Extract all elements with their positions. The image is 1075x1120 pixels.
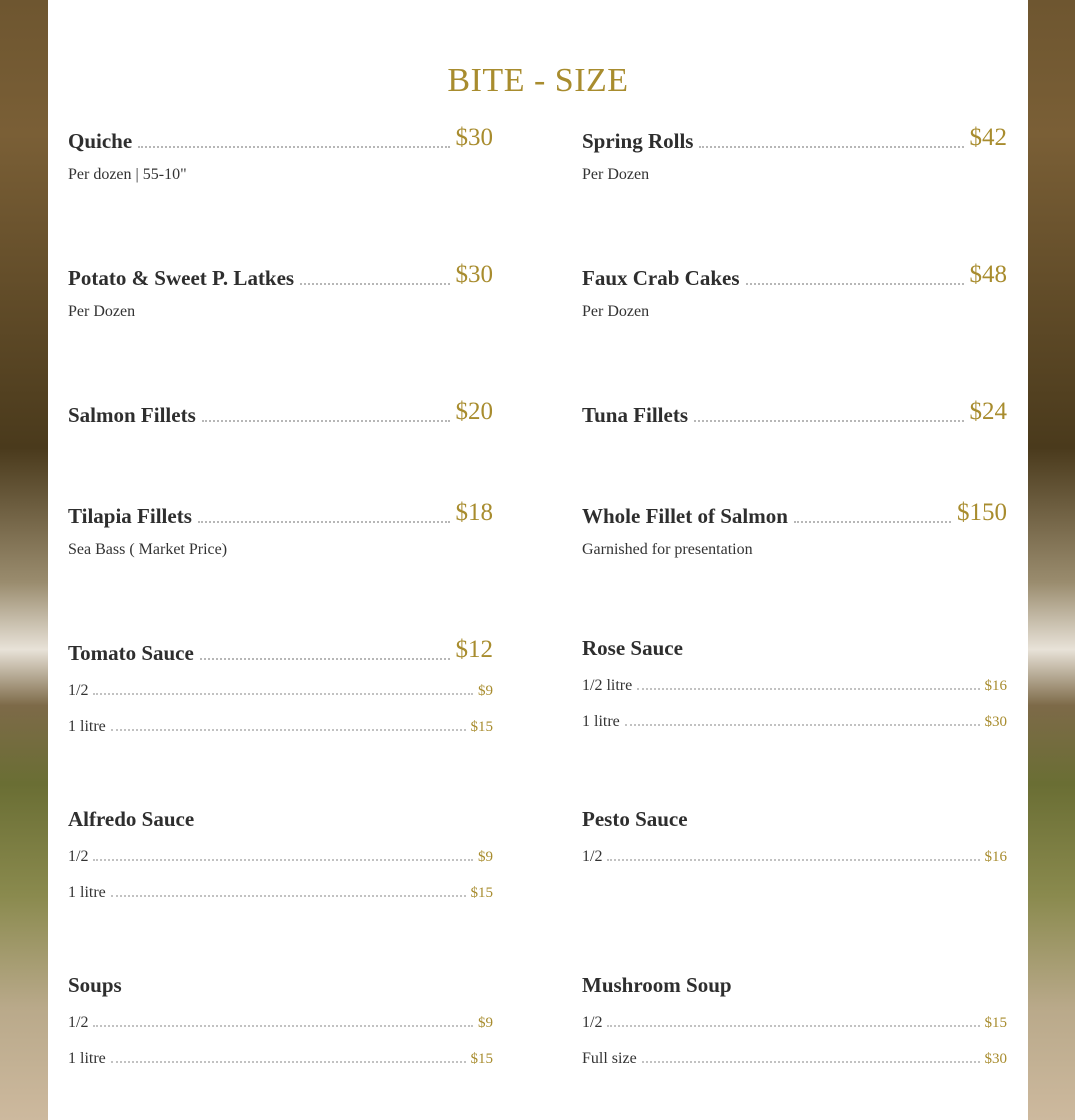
- size-label: Full size: [582, 1050, 637, 1067]
- dot-leader: [607, 859, 979, 861]
- size-price: $9: [478, 1015, 493, 1031]
- dot-leader: [93, 693, 473, 695]
- dot-leader: [625, 724, 980, 726]
- size-price: $9: [478, 849, 493, 865]
- item-price: $20: [455, 398, 493, 425]
- size-row: [582, 844, 1007, 866]
- item-header: [582, 798, 1007, 832]
- item-description: Sea Bass ( Market Price): [68, 541, 228, 558]
- dot-leader: [637, 688, 979, 690]
- item-header: [68, 632, 493, 666]
- size-price: $15: [470, 1051, 493, 1067]
- item-price: $48: [969, 261, 1007, 288]
- menu-title: BITE - SIZE: [447, 62, 629, 99]
- dot-leader: [93, 859, 473, 861]
- size-price: $30: [984, 714, 1007, 730]
- item-name: Tuna Fillets: [582, 403, 689, 427]
- dot-leader: [642, 1061, 980, 1063]
- item-name: Mushroom Soup: [582, 973, 732, 997]
- item-price: $12: [455, 636, 493, 663]
- dot-leader: [198, 521, 450, 523]
- dot-leader: [607, 1025, 979, 1027]
- menu-item-latkes: [68, 257, 493, 321]
- item-price: $30: [455, 261, 493, 288]
- item-price: $150: [957, 499, 1007, 526]
- item-name: Spring Rolls: [582, 129, 694, 153]
- menu-item-whole-fillet-salmon: [582, 495, 1007, 559]
- item-price: $42: [969, 124, 1007, 151]
- menu-item-rose-sauce: [582, 627, 1007, 731]
- menu-item-quiche: [68, 120, 493, 184]
- dot-leader: [202, 420, 450, 422]
- item-name: Tomato Sauce: [68, 641, 194, 665]
- item-name: Whole Fillet of Salmon: [582, 504, 788, 528]
- menu-item-faux-crab-cakes: [582, 257, 1007, 321]
- menu-item-tuna-fillets: [582, 394, 1007, 428]
- size-label: 1/2: [68, 1014, 89, 1031]
- size-label: 1/2: [582, 848, 603, 865]
- item-name: Quiche: [68, 129, 133, 153]
- item-header: [68, 257, 493, 291]
- size-row: [68, 1010, 493, 1032]
- dot-leader: [746, 283, 964, 285]
- item-header: [582, 120, 1007, 154]
- size-price: $15: [984, 1015, 1007, 1031]
- size-price: $16: [984, 678, 1007, 694]
- size-price: $16: [984, 849, 1007, 865]
- dot-leader: [699, 146, 963, 148]
- item-price: $24: [969, 398, 1007, 425]
- item-header: [582, 257, 1007, 291]
- size-row: [582, 709, 1007, 731]
- dot-leader: [138, 146, 449, 148]
- size-label: 1 litre: [68, 718, 106, 735]
- item-name: Alfredo Sauce: [68, 807, 195, 831]
- size-row: [582, 1010, 1007, 1032]
- dot-leader: [111, 895, 466, 897]
- size-price: $15: [470, 719, 493, 735]
- menu-item-soups: [68, 964, 493, 1068]
- item-name: Faux Crab Cakes: [582, 266, 740, 290]
- item-description: Per Dozen: [68, 303, 136, 320]
- item-header: [582, 495, 1007, 529]
- size-row: [68, 678, 493, 700]
- size-row: [582, 1046, 1007, 1068]
- item-description: Per dozen | 55-10": [68, 166, 187, 183]
- menu-item-spring-rolls: [582, 120, 1007, 184]
- menu-item-mushroom-soup: [582, 964, 1007, 1068]
- size-label: 1 litre: [582, 713, 620, 730]
- menu-item-salmon-fillets: [68, 394, 493, 428]
- menu-item-pesto-sauce: [582, 798, 1007, 866]
- menu-page: [48, 0, 1028, 1120]
- size-label: 1/2: [68, 848, 89, 865]
- item-header: [68, 495, 493, 529]
- dot-leader: [111, 1061, 466, 1063]
- item-name: Rose Sauce: [582, 636, 683, 660]
- size-price: $9: [478, 683, 493, 699]
- item-description: Per Dozen: [582, 303, 650, 320]
- item-name: Tilapia Fillets: [68, 504, 192, 528]
- item-name: Soups: [68, 973, 122, 997]
- dot-leader: [694, 420, 963, 422]
- item-header: [68, 120, 493, 154]
- size-label: 1/2 litre: [582, 677, 633, 694]
- menu-item-tilapia-fillets: [68, 495, 493, 559]
- size-price: $30: [984, 1051, 1007, 1067]
- size-label: 1/2: [582, 1014, 603, 1031]
- item-header: [68, 394, 493, 428]
- dot-leader: [200, 658, 450, 660]
- dot-leader: [111, 729, 466, 731]
- size-row: [582, 673, 1007, 695]
- item-header: [582, 394, 1007, 428]
- menu-item-tomato-sauce: [68, 632, 493, 736]
- size-row: [68, 714, 493, 736]
- size-row: [68, 880, 493, 902]
- item-price: $30: [455, 124, 493, 151]
- item-name: Potato & Sweet P. Latkes: [68, 266, 295, 290]
- item-header: [582, 964, 1007, 998]
- item-header: [68, 964, 493, 998]
- size-label: 1 litre: [68, 1050, 106, 1067]
- size-label: 1 litre: [68, 884, 106, 901]
- menu-item-alfredo-sauce: [68, 798, 493, 902]
- item-description: Per Dozen: [582, 166, 650, 183]
- size-row: [68, 1046, 493, 1068]
- item-header: [582, 627, 1007, 661]
- dot-leader: [93, 1025, 473, 1027]
- item-header: [68, 798, 493, 832]
- item-name: Pesto Sauce: [582, 807, 688, 831]
- size-price: $15: [470, 885, 493, 901]
- size-label: 1/2: [68, 682, 89, 699]
- item-description: Garnished for presentation: [582, 541, 753, 558]
- dot-leader: [300, 283, 449, 285]
- item-price: $18: [455, 499, 493, 526]
- item-name: Salmon Fillets: [68, 403, 196, 427]
- dot-leader: [794, 521, 951, 523]
- size-row: [68, 844, 493, 866]
